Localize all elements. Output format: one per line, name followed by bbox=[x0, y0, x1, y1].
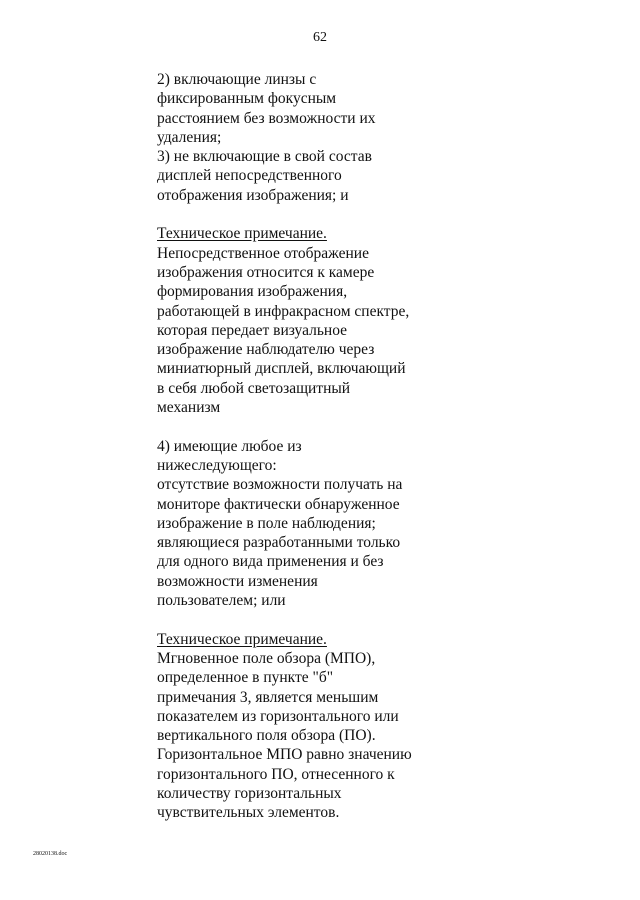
paragraph-gap bbox=[157, 610, 457, 629]
text-line: мониторе фактически обнаруженное bbox=[157, 495, 400, 513]
text-line: которая передает визуальное bbox=[157, 321, 348, 339]
technical-note-2 bbox=[157, 630, 457, 823]
text-line: дисплей непосредственного bbox=[157, 167, 342, 185]
technical-note-1 bbox=[157, 224, 457, 417]
text-line: механизм bbox=[157, 399, 221, 417]
text-line: миниатюрный дисплей, включающий bbox=[157, 360, 406, 378]
text-line: 3) не включающие в свой состав bbox=[157, 148, 372, 166]
text-line: формирования изображения, bbox=[157, 283, 348, 301]
text-line: возможности изменения bbox=[157, 572, 318, 590]
text-line: определенное в пункте "б" bbox=[157, 669, 334, 687]
text-line: Непосредственное отображение bbox=[157, 244, 369, 262]
page-number: 62 bbox=[313, 30, 327, 45]
text-line: изображение наблюдателю через bbox=[157, 341, 375, 359]
text-line: для одного вида применения и без bbox=[157, 553, 384, 571]
paragraph-gap bbox=[157, 417, 457, 436]
text-line: фиксированным фокусным bbox=[157, 90, 337, 108]
text-line: изображения относится к камере bbox=[157, 263, 375, 281]
text-line: нижеследующего: bbox=[157, 456, 277, 474]
item-4 bbox=[157, 437, 457, 611]
text-line: отсутствие возможности получать на bbox=[157, 476, 403, 494]
document-body bbox=[157, 70, 457, 823]
text-line: Горизонтальное МПО равно значению bbox=[157, 746, 412, 764]
text-line: горизонтального ПО, отнесенного к bbox=[157, 765, 395, 783]
text-line: расстоянием без возможности их bbox=[157, 109, 376, 127]
document-file-code: 28020138.doc bbox=[33, 851, 68, 857]
note-heading: Техническое примечание. bbox=[157, 630, 327, 648]
text-line: изображение в поле наблюдения; bbox=[157, 514, 376, 532]
text-line: пользователем; или bbox=[157, 592, 286, 610]
text-line: удаления; bbox=[157, 128, 222, 146]
text-line: показателем из горизонтального или bbox=[157, 707, 399, 725]
text-line: вертикального поля обзора (ПО). bbox=[157, 727, 376, 745]
text-line: Мгновенное поле обзора (МПО), bbox=[157, 649, 376, 667]
text-line: являющиеся разработанными только bbox=[157, 534, 401, 552]
text-line: примечания 3, является меньшим bbox=[157, 688, 379, 706]
item-list-2-3 bbox=[157, 70, 457, 205]
text-line: 4) имеющие любое из bbox=[157, 437, 302, 455]
text-line: работающей в инфракрасном спектре, bbox=[157, 302, 410, 320]
paragraph-gap bbox=[157, 205, 457, 224]
text-line: в себя любой светозащитный bbox=[157, 379, 351, 397]
text-line: 2) включающие линзы с bbox=[157, 71, 317, 88]
text-line: чувствительных элементов. bbox=[157, 804, 340, 822]
text-line: отображения изображения; и bbox=[157, 186, 349, 204]
text-line: количеству горизонтальных bbox=[157, 784, 342, 802]
note-heading: Техническое примечание. bbox=[157, 225, 327, 243]
